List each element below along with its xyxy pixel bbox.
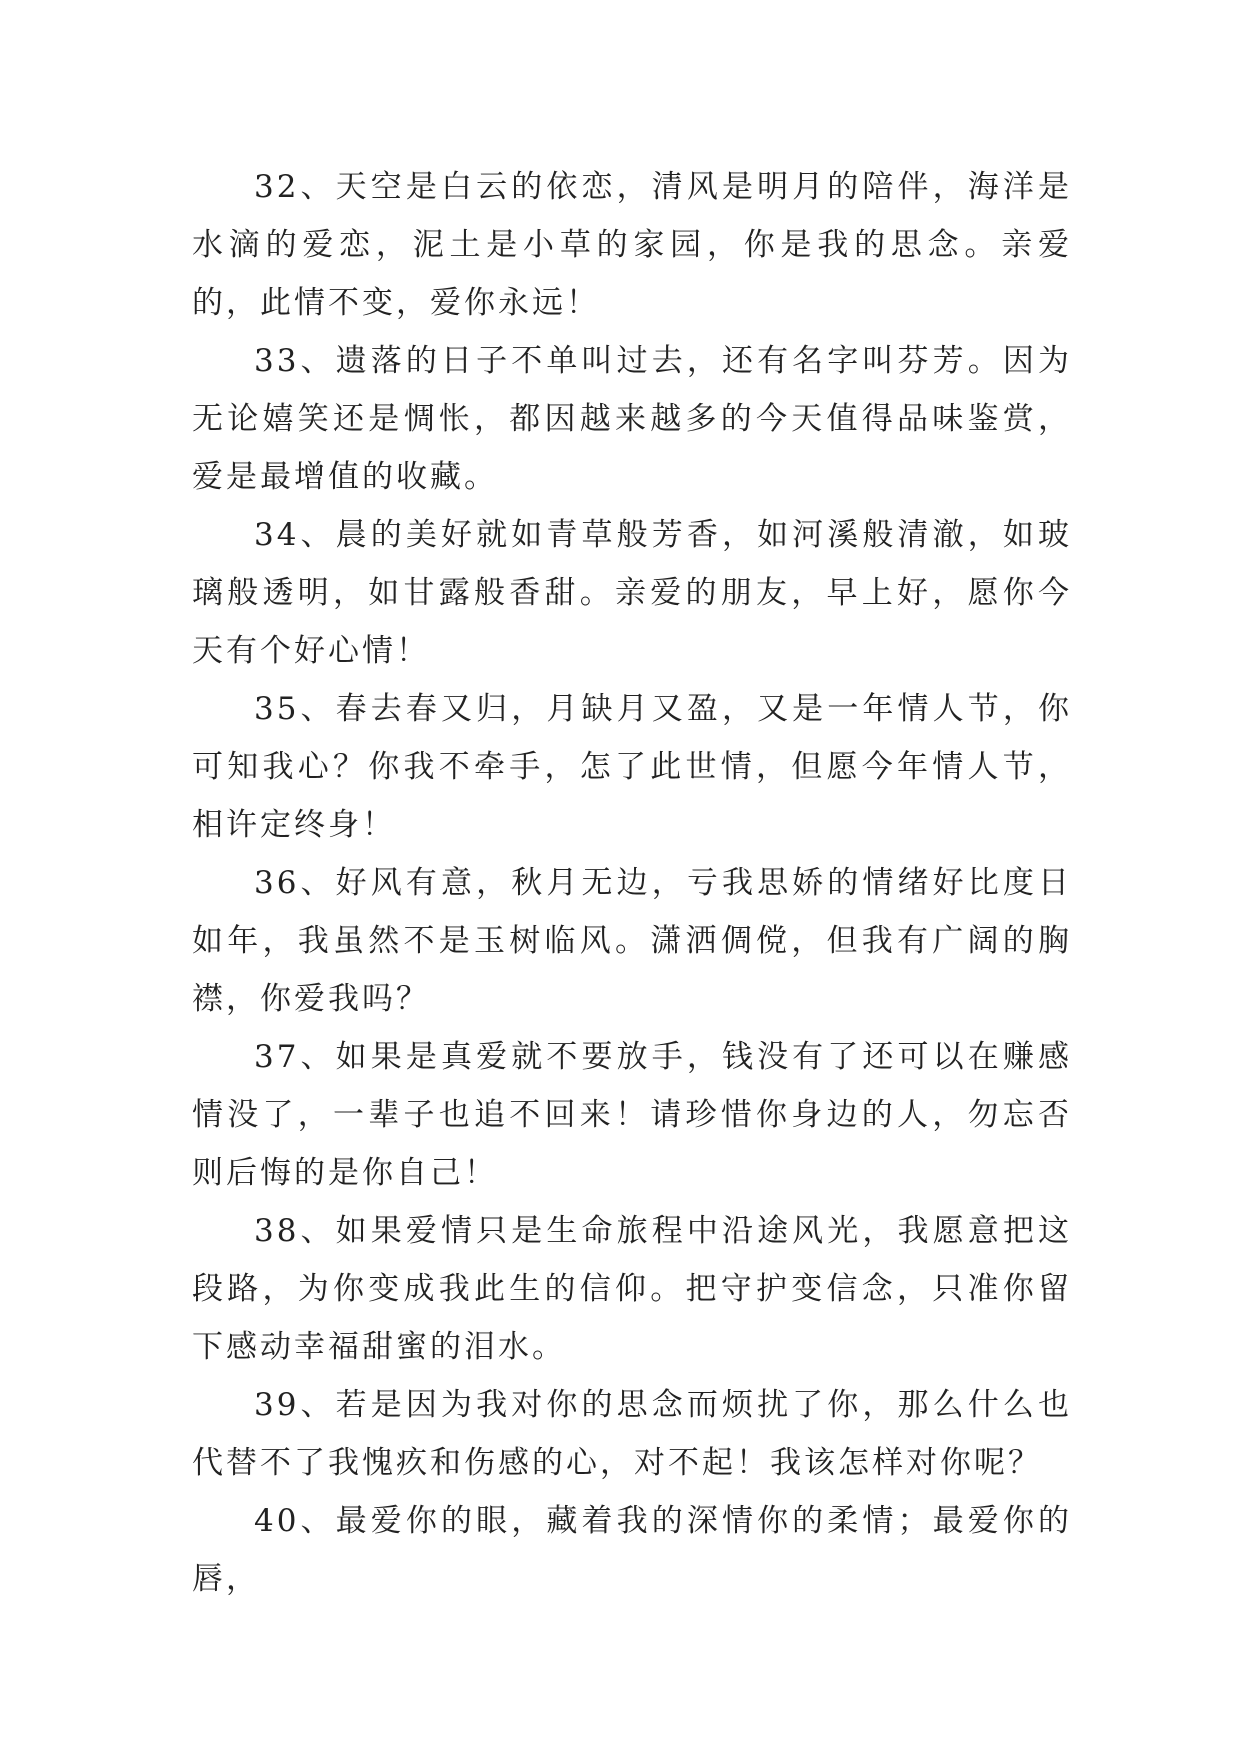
- paragraph-40: 40、最爱你的眼，藏着我的深情你的柔情；最爱你的唇，: [192, 1503, 1072, 1597]
- paragraph-36: 36、好风有意，秋月无边，亏我思娇的情绪好比度日如年，我虽然不是玉树临风。潇洒倜傥，但我有广阔的胸襟，你爱我吗？: [192, 865, 1072, 1017]
- document-body: [192, 158, 1072, 1608]
- paragraph-35: 35、春去春又归，月缺月又盈，又是一年情人节，你可知我心？你我不牵手，怎了此世情，但愿今年情人节，相许定终身！: [192, 691, 1072, 843]
- paragraph-32: 32、天空是白云的依恋，清风是明月的陪伴，海洋是水滴的爱恋，泥土是小草的家园，你是我的思念。亲爱的，此情不变，爱你永远！: [192, 169, 1072, 321]
- paragraph-34: 34、晨的美好就如青草般芳香，如河溪般清澈，如玻璃般透明，如甘露般香甜。亲爱的朋友，早上好，愿你今天有个好心情！: [192, 517, 1072, 669]
- paragraph-37: 37、如果是真爱就不要放手，钱没有了还可以在赚感情没了，一辈子也追不回来！请珍惜你身边的人，勿忘否则后悔的是你自己！: [192, 1039, 1072, 1191]
- paragraph-38: 38、如果爱情只是生命旅程中沿途风光，我愿意把这段路，为你变成我此生的信仰。把守护变信念，只准你留下感动幸福甜蜜的泪水。: [192, 1213, 1072, 1365]
- paragraph-33: 33、遗落的日子不单叫过去，还有名字叫芬芳。因为无论嬉笑还是惆怅，都因越来越多的今天值得品味鉴赏，爱是最增值的收藏。: [192, 343, 1072, 495]
- paragraph-39: 39、若是因为我对你的思念而烦扰了你，那么什么也代替不了我愧疚和伤感的心，对不起！我该怎样对你呢？: [192, 1387, 1072, 1481]
